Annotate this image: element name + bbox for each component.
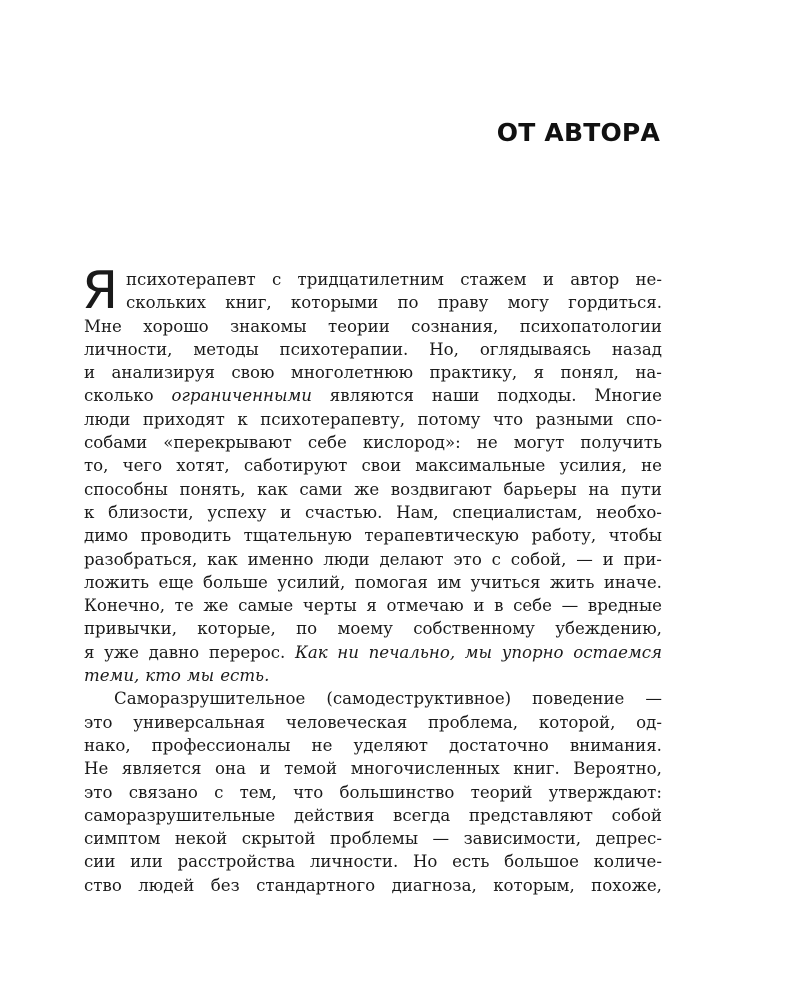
text-line: люди приходят к психотерапевту, потому что разными спо- <box>84 409 662 429</box>
text-line: скольких книг, которыми по праву могу гордиться. <box>126 293 662 313</box>
text-line: саморазрушительные действия всегда представляют собой <box>84 805 662 825</box>
text-line: сии или расстройства личности. Но есть большое количе- <box>84 852 662 872</box>
text-line: димо проводить тщательную терапевтическую работу, чтобы <box>84 526 662 546</box>
text-line: личности, методы психотерапии. Но, оглядываясь назад <box>84 339 662 359</box>
text-line: Не является она и темой многочисленных книг. Вероятно, <box>84 759 662 779</box>
text-line: к близости, успеху и счастью. Нам, специалистам, необхо- <box>84 502 662 522</box>
text-line: разобраться, как именно люди делают это с собой, — и при- <box>84 549 662 569</box>
text-line: Мне хорошо знакомы теории сознания, психопатологии <box>84 316 662 336</box>
drop-cap: Я <box>82 261 119 321</box>
text-line: нако, профессионалы не уделяют достаточно внимания. <box>84 735 662 755</box>
text-line: симптом некой скрытой проблемы — зависимости, депрес- <box>84 829 662 849</box>
text-line: способны понять, как сами же воздвигают барьеры на пути <box>84 479 662 499</box>
text-line: психотерапевт с тридцатилетним стажем и автор не- <box>126 270 662 289</box>
text-line: то, чего хотят, саботируют свои максимальные усилия, не <box>84 456 662 476</box>
text-line: я уже давно перерос. Как ни печально, мы упорно остаемся <box>84 642 662 662</box>
text-line: это универсальная человеческая проблема, которой, од- <box>84 712 662 732</box>
text-line: Конечно, те же самые черты я отмечаю и в себе — вредные <box>84 596 662 616</box>
text-line: ложить еще больше усилий, помогая им учиться жить иначе. <box>84 572 662 592</box>
chapter-title: ОТ АВТОРА <box>496 118 660 147</box>
text-line: и анализируя свою многолетнюю практику, я понял, на- <box>84 363 662 383</box>
text-line: сколько ограниченными являются наши подходы. Многие <box>84 386 662 406</box>
text-line: ство людей без стандартного диагноза, которым, похоже, <box>84 875 662 895</box>
text-line: собами «перекрывают себе кислород»: не могут получить <box>84 433 662 453</box>
text-line: Саморазрушительное (самодеструктивное) поведение — <box>114 689 662 709</box>
text-line: это связано с тем, что большинство теорий утверждают: <box>84 782 662 802</box>
text-line: привычки, которые, по моему собственному убеждению, <box>84 619 662 639</box>
text-line: теми, кто мы есть. <box>84 666 270 686</box>
body-text <box>82 261 662 897</box>
